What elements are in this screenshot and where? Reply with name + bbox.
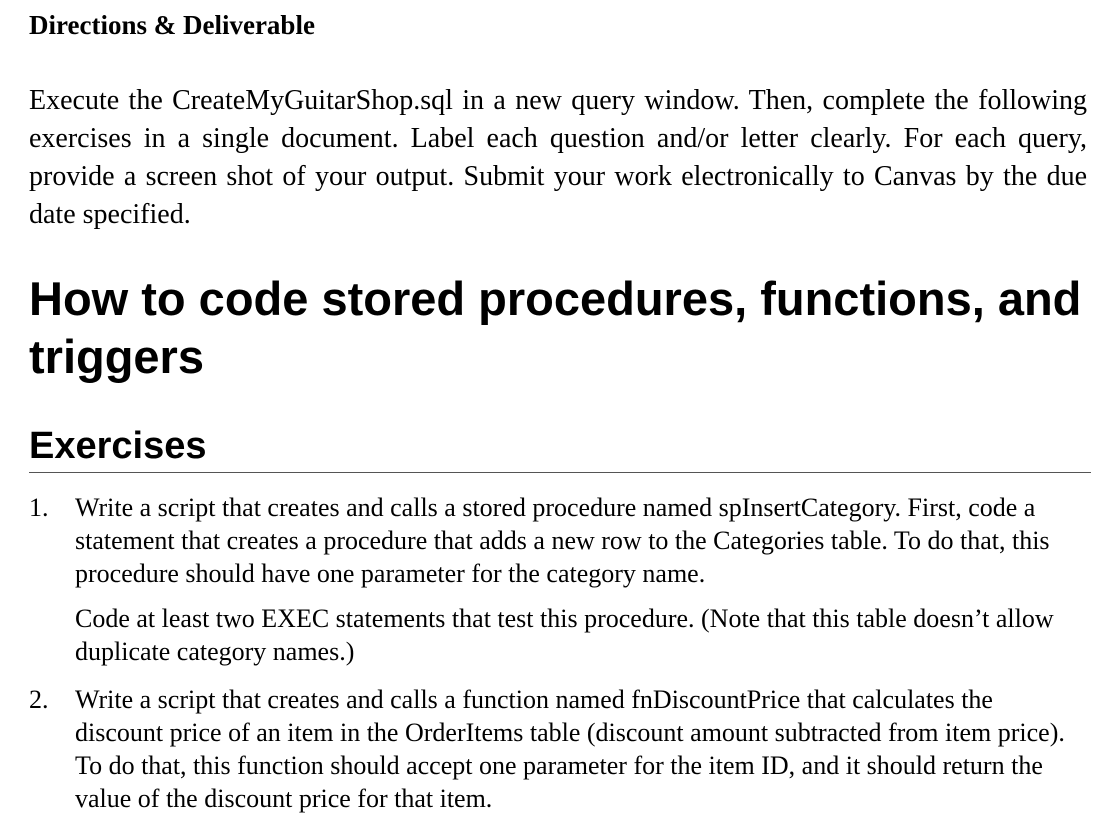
chapter-title: How to code stored procedures, functions, and triggers — [29, 272, 1082, 383]
exercise-number: 2. — [29, 685, 49, 714]
heading-divider — [29, 472, 1091, 473]
directions-heading: Directions & Deliverable — [29, 10, 315, 40]
exercise-paragraph: Write a script that creates and calls a stored procedure named spInsertCategory. First, code a statement that creates a procedure that adds a new row to the Categories table. To do that, this procedure should have one parameter for the category name. — [75, 493, 1050, 588]
directions-intro-paragraph: Execute the CreateMyGuitarShop.sql in a new query window. Then, complete the following exercises in a single document. Label each question and/or letter clearly. For each query, provide a screen shot of your output. Submit your work electronically to Canvas by the due date specified. — [29, 85, 1087, 230]
exercise-paragraph: Code at least two EXEC statements that test this procedure. (Note that this table doesn’t allow duplicate category names.) — [75, 604, 1054, 666]
exercise-body — [75, 491, 1087, 668]
exercise-number: 1. — [29, 493, 49, 522]
exercises-heading: Exercises — [29, 425, 207, 467]
exercise-paragraph: Write a script that creates and calls a function named fnDiscountPrice that calculates the discount price of an item in the OrderItems table (discount amount subtracted from item price). To do that, this function should accept one parameter for the item ID, and it should return the value of the discount price for that item. — [75, 685, 1065, 813]
exercise-body — [75, 683, 1087, 815]
